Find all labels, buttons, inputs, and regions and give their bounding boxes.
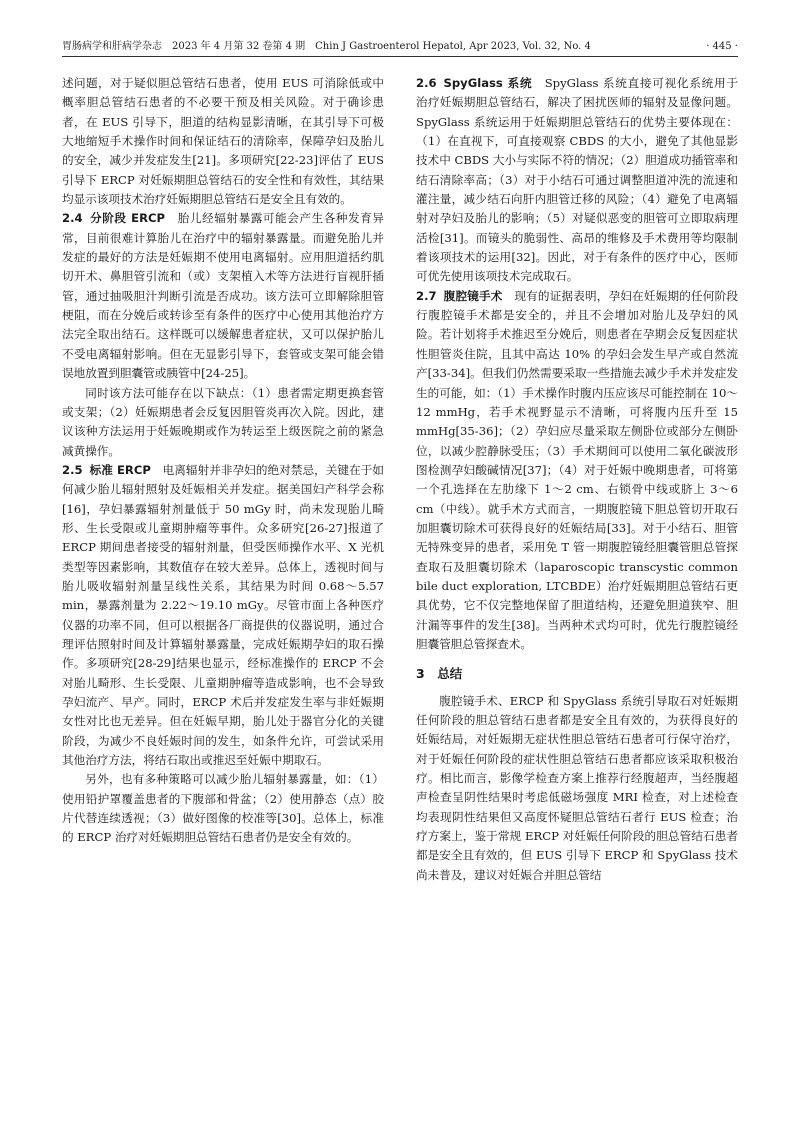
section-text: SpyGlass 系统直接可视化系统用于治疗妊娠期胆总管结石，解决了困扰医师的辐射及显像问题。SpyGlass 系统运用于妊娠期胆总管结石的优势主要体现在：（1）在直视下，可直接观察 CBDS 的大小，避免了其他显影技术中 CBDS 大小与实际不符的情况；（2）胆道成功插管率和结石清除率高；（3）对于小结石可通过调整胆道冲洗的流速和灌注量，减少结石向肝内胆管迁移的风险；（4）避免了电离辐射对孕妇及胎儿的影响；（5）对疑似恶变的胆管可立即取病理活检[31]。而镜头的脆弱性、高昂的维修及手术费用等均限制着该项技术的运用[32]。因此，对于有条件的医疗中心，医师可优先使用该项技术完成取石。 [416,76,738,284]
section-2-7 [416,287,738,655]
section-number: 2.6 [416,76,437,90]
paragraph: 同时该方法可能存在以下缺点：（1）患者需定期更换套管或支架；（2）妊娠期患者会反复因胆管炎再次入院。因此，建议该种方法运用于妊娠晚期或作为转运至上级医院之前的紧急减黄操作。 [62,385,384,458]
section-2-4 [62,209,384,383]
section-heading [62,463,151,477]
paragraph: 腹腔镜手术、ERCP 和 SpyGlass 系统引导取石对妊娠期任何阶段的胆总管结石患者都是安全且有效的，为获得良好的妊娠结局，对妊娠期无症状性胆总管结石患者可行保守治疗，对于妊娠任何阶段的症状性胆总管结石患者都应该采取积极治疗。相比而言，影像学检查方案上推荐行经腹超声，当经腹超声检查呈阴性结果时考虑低磁场强度 MRI 检查，对上述检查均表现阴性结果但又高度怀疑胆总管结石者行 EUS 检查；治疗方案上，鉴于常规 ERCP 对妊娠任何阶段的胆总管结石患者都是安全且有效的，但 EUS 引导下 ERCP 和 SpyGlass 技术尚未普及，建议对妊娠合并胆总管结 [416,693,738,882]
section-number: 2.5 [62,462,83,477]
section-number: 2.7 [416,288,437,303]
section-title: SpyGlass 系统 [443,76,533,90]
section-3-heading [416,664,738,683]
section-title: 腹腔镜手术 [443,288,503,303]
paragraph: 述问题，对于疑似胆总管结石患者，使用 EUS 可消除低或中概率胆总管结石患者的不必要干预及相关风险。对于确诊患者，在 EUS 引导下，胆道的结构显影清晰，在其引导下可极大地缩短手术操作时间和保证结石的清除率，保障孕妇及胎儿的安全，减少并发症发生[21]。多项研究[22-23]评估了 EUS 引导下 ERCP 对妊娠期胆总管结石的安全性和有效性，其结果均显示该项技术治疗妊娠期胆总管结石是安全且有效的。 [62,76,384,207]
page-number: · 445 · [706,41,738,52]
section-heading [62,211,165,225]
section-title: 标准 ERCP [89,462,151,477]
section-number: 2.4 [62,211,83,226]
section-title: 分阶段 ERCP [89,211,166,226]
section-heading [416,76,532,90]
section-2-5 [62,461,384,771]
section-heading [416,289,503,303]
right-column [416,74,738,885]
journal-citation: 胃肠病学和肝病学杂志 2023 年 4 月第 32 卷第 4 期 Chin J Gastroenterol Hepatol, Apr 2023, Vol. 32, No. 4 [62,41,591,52]
running-header [62,40,738,57]
section-number: 3 [416,666,425,682]
section-text: 胎儿经辐射暴露可能会产生各种发育异常，目前很难计算胎儿在治疗中的辐射暴露量。而避免胎儿并发症的最好的方法是妊娠期不使用电离辐射。应用胆道括约肌切开术、鼻胆管引流和（或）支架植入术等方法进行盲视肝插管，通过抽吸胆汁判断引流是否成功。该方法可立即解除胆管梗阻，而在分娩后或转诊至有条件的医疗中心使用其他治疗方法完全取出结石。这样既可以缓解患者症状，又可以保护胎儿不受电离辐射影响。但在无显影引导下，套管或支架可能会错误地放置到胆囊管或胰管中[24-25]。 [62,211,384,381]
section-text: 电离辐射并非孕妇的绝对禁忌，关键在于如何减少胎儿辐射照射及妊娠相关并发症。据美国妇产科学会称[16]，孕妇暴露辐射剂量低于 50 mGy 时，尚未发现胎儿畸形、生长受限或儿童期肿瘤等事件。众多研究[26-27]报道了 ERCP 期间患者接受的辐射剂量，但受医师操作水平、X 光机类型等因素影响，其数值存在较大差异。总体上，透视时间与胎儿吸收辐射剂量呈线性关系，其结果为时间 0.68～5.57 min，暴露剂量为 2.22～19.10 mGy。尽管市面上各种医疗仪器的功率不同，但可以根据各厂商提供的仪器说明，通过合理评估照射时间及计算辐射暴露量，完成妊娠期孕妇的取石操作。多项研究[28-29]结果也显示，经标准操作的 ERCP 不会对胎儿畸形、生长受限、儿童期肿瘤等造成影响，也不会导致孕妇流产、早产。同时，ERCP 术后并发症发生率与非妊娠期女性对比也无差异。但在妊娠早期，胎儿处于器官分化的关键阶段，为减少不良妊娠时间的发生，如条件允许，可尝试采用其他治疗方法，将结石取出或推迟至妊娠中期取石。 [62,462,384,768]
paragraph: 另外，也有多种策略可以减少胎儿辐射暴露量，如：（1）使用铅护罩覆盖患者的下腹部和骨盆；（2）使用静态（点）胶片代替连续透视；（3）做好图像的校准等[30]。总体上，标准的 ERCP 治疗对妊娠期胆总管结石患者仍是安全有效的。 [62,772,384,845]
section-text: 现有的证据表明，孕妇在妊娠期的任何阶段行腹腔镜手术都是安全的，并且不会增加对胎儿及孕妇的风险。若计划将手术推迟至分娩后，则患者在孕期会反复因症状性胆管炎住院，且其中高达 10% 的孕妇会发生早产或自然流产[33-34]。但我们仍然需要采取一些措施去减少手术并发症发生的可能，如：（1）手术操作时腹内压应该尽可能控制在 10～12 mmHg，若手术视野显示不清晰，可将腹内压升至 15 mmHg[35-36]；（2）孕妇应尽量采取左侧卧位或部分左侧卧位，以减少腔静脉受压；（3）手术期间可以使用二氧化碳波形图检测孕妇酸碱情况[37]；（4）对于妊娠中晚期患者，可将第一个孔选择在左肋缘下 1～2 cm、右锁骨中线或脐上 3～6 cm（中线）。就手术方式而言，一期腹腔镜下胆总管切开取石加胆囊切除术可获得良好的妊娠结局[33]。对于小结石、胆管无特殊变异的患者，采用免 T 管一期腹腔镜经胆囊管胆总管探查取石及胆囊切除术（laparoscopic transcystic common bile duct exploration, LTCBDE）治疗妊娠期胆总管结石更具优势，它不仅完整地保留了胆道结构，还避免胆道狭窄、胆汁漏等事件的发生[38]。当两种术式均可时，优先行腹腔镜经胆囊管胆总管探查术。 [416,288,738,651]
section-2-6 [416,74,738,287]
left-column [62,74,384,848]
section-title: 总结 [437,666,463,682]
